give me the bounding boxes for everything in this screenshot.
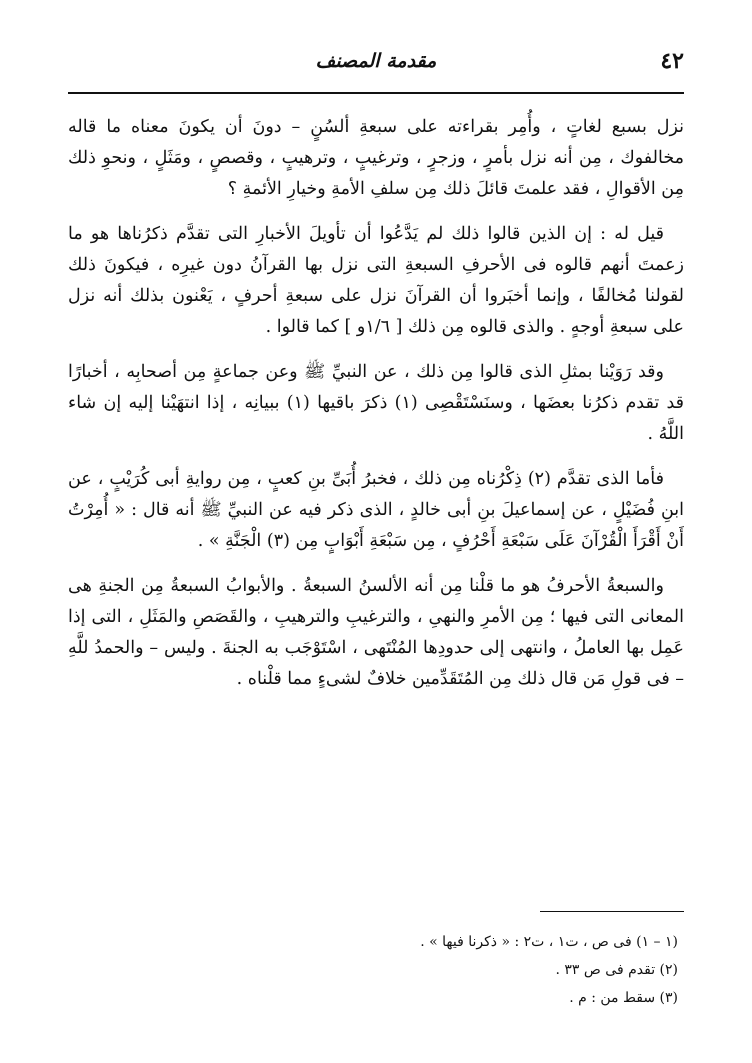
- header-rule: [68, 92, 684, 94]
- body-text: [68, 112, 684, 709]
- paragraph-4: فأما الذى تقدَّم (٢) ذِكْرُناه مِن ذلك ، فخبرُ أُبَىِّ بنِ كعبٍ ، مِن روايةِ أبى كُرَيْبٍ ، عن ابنِ فُضَيْلٍ ، عن إسماعيلَ بنِ أبى خالدٍ ، الذى ذكر فيه عن النبيِّ ﷺ أنه قال : « أُمِرْتُ أَنْ أَقْرَأَ الْقُرْآنَ عَلَى سَبْعَةِ أَحْرُفٍ ، مِن سَبْعَةِ أَبْوَابٍ مِن (٣) الْجَنَّةِ » .: [68, 469, 684, 551]
- running-title: مقدمة المصنف: [315, 50, 437, 72]
- footnote-2: (٢) تقدم فى ص ٣٣ .: [555, 962, 678, 978]
- footnote-3: (٣) سقط من : م .: [569, 990, 678, 1006]
- paragraph-5: والسبعةُ الأحرفُ هو ما قلْنا مِن أنه الألسنُ السبعةُ . والأبوابُ السبعةُ مِن الجنةِ هى المعانى التى فيها ؛ مِن الأمرِ والنهىِ ، والترغيبِ والترهيبِ ، والقَصَصِ والمَثَلِ ، التى إذا عَمِل بها العاملُ ، وانتهى إلى حدودِها المُنْتَهى ، اسْتَوْجَب به الجنةَ . وليس – والحمدُ للَّهِ – فى قولِ مَن قال ذلك مِن المُتَقَدِّمين خلافٌ لشىءٍ مما قلْناه .: [68, 576, 684, 689]
- page-header: [68, 46, 684, 90]
- footnotes: [68, 928, 678, 1012]
- page-number: ٤٢: [660, 48, 684, 74]
- footnote-1: (١ – ١) فى ص ، ت١ ، ت٢ : « ذكرنا فيها » .: [420, 934, 678, 950]
- footnote-rule: [540, 911, 684, 912]
- paragraph-3: وقد رَوَيْنا بمثلِ الذى قالوا مِن ذلك ، عن النبيِّ ﷺ وعن جماعةٍ مِن أصحابِه ، أخبارًا قد تقدم ذكرُنا بعضَها ، وسنَسْتَقْصِى (١) ذكرَ باقيها (١) ببيانِه ، إذا انتهَيْنا إليه إن شاء اللَّهُ .: [68, 362, 684, 444]
- paragraph-2: قيل له : إن الذين قالوا ذلك لم يَدَّعُوا أن تأويلَ الأخبارِ التى تقدَّم ذكرُناها هو ما زعمتَ أنهم قالوه فى الأحرفِ السبعةِ التى نزل بها القرآنُ دون غيرِه ، فيكونَ ذلك لقولنا مُخالفًا ، وإنما أخبَروا أن القرآنَ نزل على سبعةِ أحرفٍ ، يَعْنون بذلك أنه نزل على سبعةِ أوجهٍ . والذى قالوه مِن ذلك [ ١/٦و ] كما قالوا .: [68, 224, 684, 337]
- paragraph-1: نزل بسبع لغاتٍ ، وأُمِر بقراءته على سبعةِ ألسُنٍ – دونَ أن يكونَ معناه ما قاله مخالفوك ، مِن أنه نزل بأمرٍ ، وزجرٍ ، وترغيبٍ ، وترهيبٍ ، وقصصٍ ، ومَثَلٍ ، ونحوِ ذلك مِن الأقوالِ ، فقد علمتَ قائلَ ذلك مِن سلفِ الأمةِ وخيارِ الأئمةِ ؟: [68, 117, 684, 199]
